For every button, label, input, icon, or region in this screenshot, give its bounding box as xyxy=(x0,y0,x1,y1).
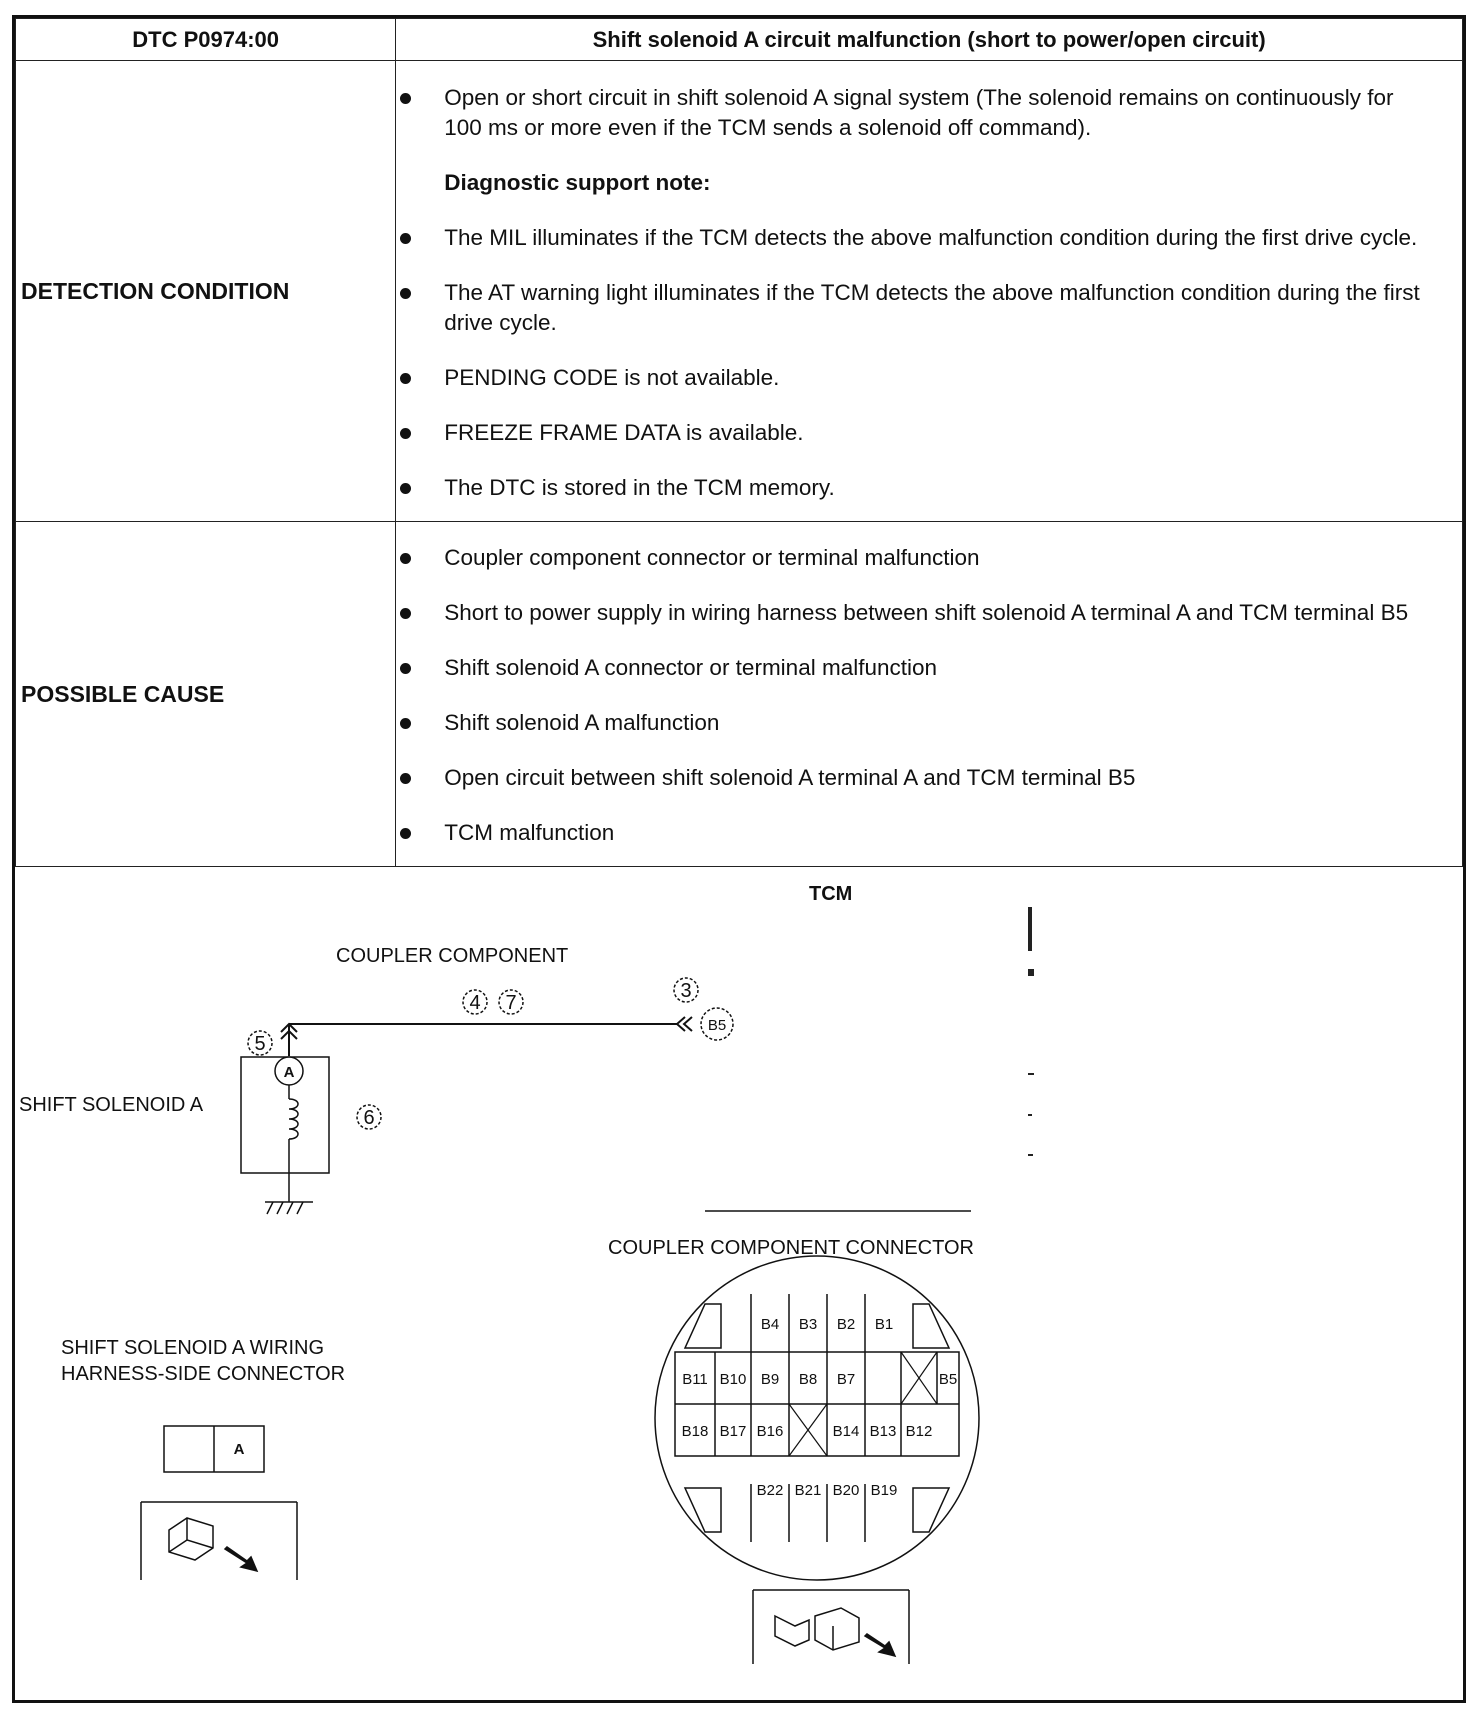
marker-6 xyxy=(357,1105,381,1129)
dtc-sheet xyxy=(12,15,1466,1703)
coupler-component-label: COUPLER COMPONENT xyxy=(336,945,569,967)
svg-text:B5: B5 xyxy=(707,1017,727,1034)
harness-connector-label-line2: HARNESS-SIDE CONNECTOR xyxy=(61,1363,346,1385)
harness-connector-view-icon xyxy=(141,1502,297,1580)
pin-b20: B20 xyxy=(832,1482,860,1499)
svg-text:6: 6 xyxy=(363,1107,375,1129)
cause-label: POSSIBLE CAUSE xyxy=(16,522,396,867)
shift-solenoid-label: SHIFT SOLENOID A xyxy=(19,1094,204,1116)
pin-b3: B3 xyxy=(798,1316,818,1333)
list-item: Short to power supply in wiring harness between shift solenoid A terminal A and TCM terminal B5 xyxy=(444,598,1462,628)
bullet-icon xyxy=(400,288,411,299)
list-item: Open or short circuit in shift solenoid A signal system (The solenoid remains on continuously for 100 ms or more even if the TCM sends a solenoid off command). xyxy=(444,83,1462,143)
pin-b2: B2 xyxy=(836,1316,856,1333)
list-item: Coupler component connector or terminal malfunction xyxy=(444,543,1462,573)
bullet-icon xyxy=(400,663,411,674)
pin-b18: B18 xyxy=(681,1423,709,1440)
ground-icon xyxy=(265,1202,313,1214)
pin-b8: B8 xyxy=(798,1371,818,1388)
list-item: The AT warning light illuminates if the TCM detects the above malfunction condition during the first drive cycle. xyxy=(444,278,1462,338)
list-item: FREEZE FRAME DATA is available. xyxy=(444,418,1462,448)
pin-b21: B21 xyxy=(794,1482,822,1499)
pin-b22: B22 xyxy=(756,1482,784,1499)
bullet-icon xyxy=(400,828,411,839)
bullet-icon xyxy=(400,718,411,729)
pin-b16: B16 xyxy=(756,1423,784,1440)
harness-connector xyxy=(164,1426,264,1472)
pin-b12: B12 xyxy=(905,1423,933,1440)
diagnostic-note-heading: Diagnostic support note: xyxy=(444,170,711,195)
scan-artifacts xyxy=(1028,907,1034,1156)
bullet-icon xyxy=(400,553,411,564)
pin-b7: B7 xyxy=(836,1371,856,1388)
bullet-icon xyxy=(400,608,411,619)
marker-5 xyxy=(248,1031,272,1055)
svg-text:7: 7 xyxy=(505,992,517,1014)
bullet-icon xyxy=(400,483,411,494)
coupler-connector-face xyxy=(655,1256,979,1580)
pin-b4: B4 xyxy=(760,1316,780,1333)
dtc-code: DTC P0974:00 xyxy=(16,19,396,61)
cause-list xyxy=(396,539,1462,848)
list-item: Open circuit between shift solenoid A terminal A and TCM terminal B5 xyxy=(444,763,1462,793)
svg-text:3: 3 xyxy=(680,980,692,1002)
bullet-icon xyxy=(400,233,411,244)
bullet-icon xyxy=(400,773,411,784)
pin-b17: B17 xyxy=(719,1423,747,1440)
pin-b11: B11 xyxy=(682,1371,708,1388)
marker-7 xyxy=(499,990,523,1014)
detection-row xyxy=(16,61,1463,522)
coil-icon xyxy=(289,1099,298,1139)
terminal-a-marker xyxy=(275,1057,303,1085)
svg-text:A: A xyxy=(233,1441,245,1458)
coupler-connector-label: COUPLER COMPONENT CONNECTOR xyxy=(608,1237,974,1259)
list-item: TCM malfunction xyxy=(444,818,1462,848)
pin-b1: B1 xyxy=(874,1316,894,1333)
wiring-diagram xyxy=(15,874,1463,1700)
svg-text:A: A xyxy=(283,1064,295,1081)
dtc-title: Shift solenoid A circuit malfunction (short to power/open circuit) xyxy=(396,19,1463,61)
bullet-icon xyxy=(400,428,411,439)
cause-row xyxy=(16,522,1463,867)
pin-b14: B14 xyxy=(832,1423,860,1440)
bullet-icon xyxy=(400,93,411,104)
detection-content xyxy=(396,61,1463,522)
header-row xyxy=(16,19,1463,61)
coupler-connector-view-icon xyxy=(753,1590,909,1664)
list-item: Shift solenoid A malfunction xyxy=(444,708,1462,738)
cause-content xyxy=(396,522,1463,867)
harness-connector-label-line1: SHIFT SOLENOID A WIRING xyxy=(61,1337,325,1359)
detection-list xyxy=(396,75,1462,503)
bullet-icon xyxy=(400,373,411,384)
svg-text:4: 4 xyxy=(469,992,481,1014)
terminal-b5-marker xyxy=(701,1008,733,1040)
list-item: PENDING CODE is not available. xyxy=(444,363,1462,393)
dtc-table xyxy=(15,18,1463,867)
wiring-diagram-svg xyxy=(15,874,1463,1700)
pin-b19: B19 xyxy=(870,1482,898,1499)
marker-3 xyxy=(674,978,698,1002)
detection-label: DETECTION CONDITION xyxy=(16,61,396,522)
list-item: The DTC is stored in the TCM memory. xyxy=(444,473,1462,503)
pin-b9: B9 xyxy=(760,1371,780,1388)
connector-chevron-right xyxy=(677,1017,692,1031)
list-item: Shift solenoid A connector or terminal malfunction xyxy=(444,653,1462,683)
list-item: The MIL illuminates if the TCM detects the above malfunction condition during the first drive cycle. xyxy=(444,223,1462,253)
marker-4 xyxy=(463,990,487,1014)
pin-b5: B5 xyxy=(938,1371,958,1388)
pin-b13: B13 xyxy=(869,1423,897,1440)
svg-text:5: 5 xyxy=(254,1033,266,1055)
tcm-label: TCM xyxy=(809,883,853,905)
pin-b10: B10 xyxy=(719,1371,747,1388)
